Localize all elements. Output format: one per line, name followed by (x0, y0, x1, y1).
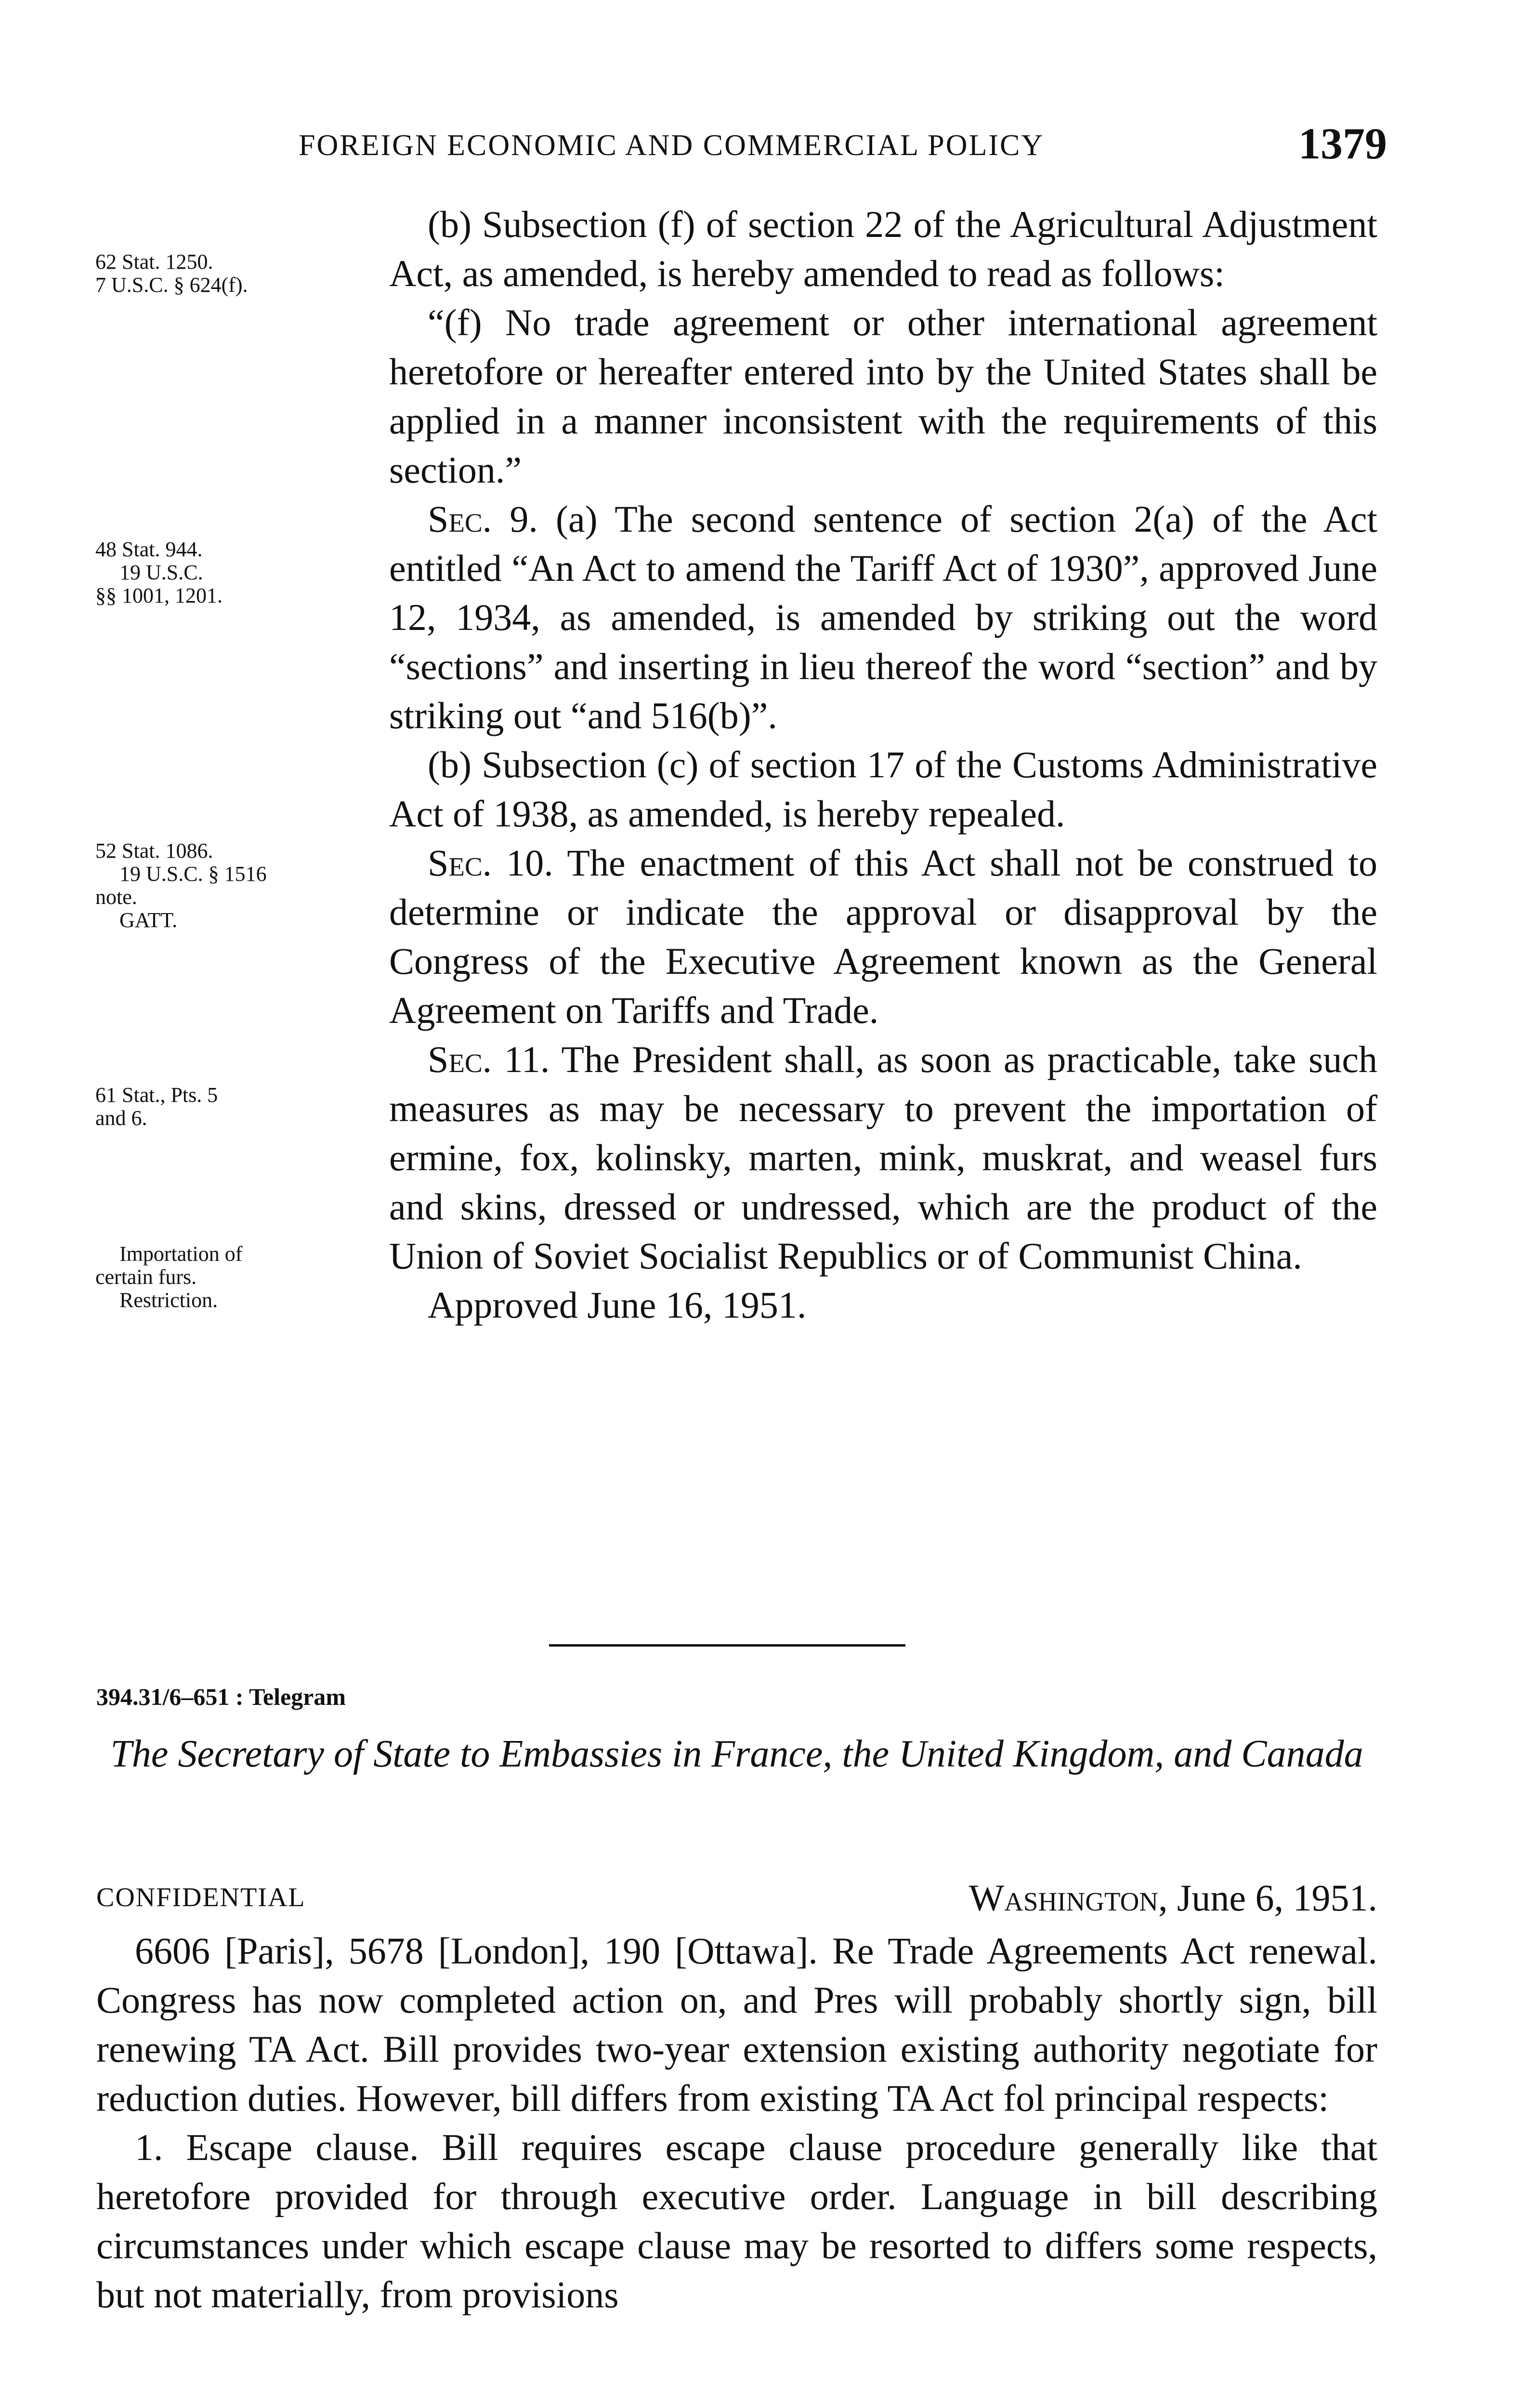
section-label: Sec. 11. (428, 1038, 550, 1080)
margin-note-line: 61 Stat., Pts. 5 (95, 1083, 218, 1107)
file-reference: 394.31/6–651 : Telegram (96, 1683, 346, 1710)
paragraph-sec22-amendment: (b) Subsection (f) of section 22 of the Agricultural Adjustment Act, as amended, is hereby amended to read as follows: (389, 203, 1377, 294)
page-number: 1379 (1298, 119, 1387, 168)
section-divider (549, 1644, 905, 1647)
margin-note-62-stat (95, 250, 365, 297)
approval-date: Approved June 16, 1951. (428, 1284, 807, 1326)
margin-note-line: §§ 1001, 1201. (95, 584, 222, 607)
section-text: The President shall, as soon as practicable, take such measures as may be necessary to prevent the importation of ermine, fox, kolinsky, marten, mink, muskrat, and weasel furs and skins, dressed or undressed, which are the product of the Union of Soviet Socialist Republics or of Communist China. (389, 1038, 1377, 1277)
margin-note-48-stat (95, 538, 365, 607)
margin-note-line: 62 Stat. 1250. (95, 250, 213, 274)
margin-note-52-stat (95, 839, 365, 932)
paragraph-sec10 (389, 838, 1377, 1035)
section-text: The enactment of this Act shall not be construed to determine or indicate the approval or disapproval by the Congress of the Executive Agreement known as the General Agreement on Tariffs and Trade. (389, 842, 1378, 1031)
classification-line (96, 1876, 1377, 1924)
running-head (299, 119, 1387, 176)
margin-note-line: certain furs. (95, 1265, 197, 1289)
margin-note-furs (95, 1243, 365, 1312)
classification-label: CONFIDENTIAL (96, 1883, 306, 1912)
section-text: (a) The second sentence of section 2(a) of the Act entitled “An Act to amend the Tariff Act of 1930”, approved June 12, 1934, as amended, is amended by striking out the word “sections” and inserting in lieu thereof the word “section” and by striking out “and 516(b)”. (389, 498, 1377, 736)
document-heading: The Secretary of State to Embassies in France, the United Kingdom, and Canada (110, 1733, 1363, 1775)
margin-note-line: and 6. (95, 1106, 147, 1130)
margin-note-line: GATT. (119, 908, 178, 932)
telegram-paragraph: 6606 [Paris], 5678 [London], 190 [Ottawa]. Re Trade Agreements Act renewal. Congress has now completed action on, and Pres will probably shortly sign, bill renewing TA Act. Bill provides two-year extension existing authority negotiate for reduction duties. However, bill differs from existing TA Act fol principal respects: (96, 1930, 1377, 2119)
margin-note-line: 19 U.S.C. (119, 561, 203, 584)
running-title: FOREIGN ECONOMIC AND COMMERCIAL POLICY (299, 129, 1045, 162)
margin-note-line: Importation of (119, 1242, 243, 1266)
telegram-body (96, 1926, 1377, 2319)
paragraph-sec17-repeal: (b) Subsection (c) of section 17 of the Customs Administrative Act of 1938, as amended, is hereby repealed. (389, 744, 1377, 835)
section-label: Sec. 9. (428, 498, 538, 540)
margin-note-line: 52 Stat. 1086. (95, 839, 213, 863)
paragraph-sec11 (389, 1035, 1377, 1281)
margin-note-line: note. (95, 885, 137, 909)
margin-note-61-stat (95, 1084, 365, 1130)
paragraph-subsection-f: “(f) No trade agreement or other international agreement heretofore or hereafter entered into by the United States shall be applied in a manner inconsistent with the requirements of this section.” (389, 301, 1377, 491)
section-label: Sec. 10. (428, 842, 553, 884)
margin-note-line: 48 Stat. 944. (95, 537, 203, 561)
dateline (969, 1876, 1377, 1920)
statute-text (389, 200, 1377, 1330)
paragraph-sec9 (389, 495, 1377, 740)
dateline-place: Washington, (968, 1877, 1168, 1919)
telegram-paragraph: 1. Escape clause. Bill requires escape clause procedure generally like that heretofore provided for through executive order. Language in bill describing circumstances under which escape clause may be resorted to differs some respects, but not materially, from provisions (96, 2126, 1377, 2316)
margin-note-line: 19 U.S.C. § 1516 (119, 862, 267, 886)
margin-note-line: Restriction. (119, 1288, 218, 1312)
margin-note-line: 7 U.S.C. § 624(f). (95, 273, 248, 297)
dateline-date: June 6, 1951. (1167, 1877, 1377, 1919)
